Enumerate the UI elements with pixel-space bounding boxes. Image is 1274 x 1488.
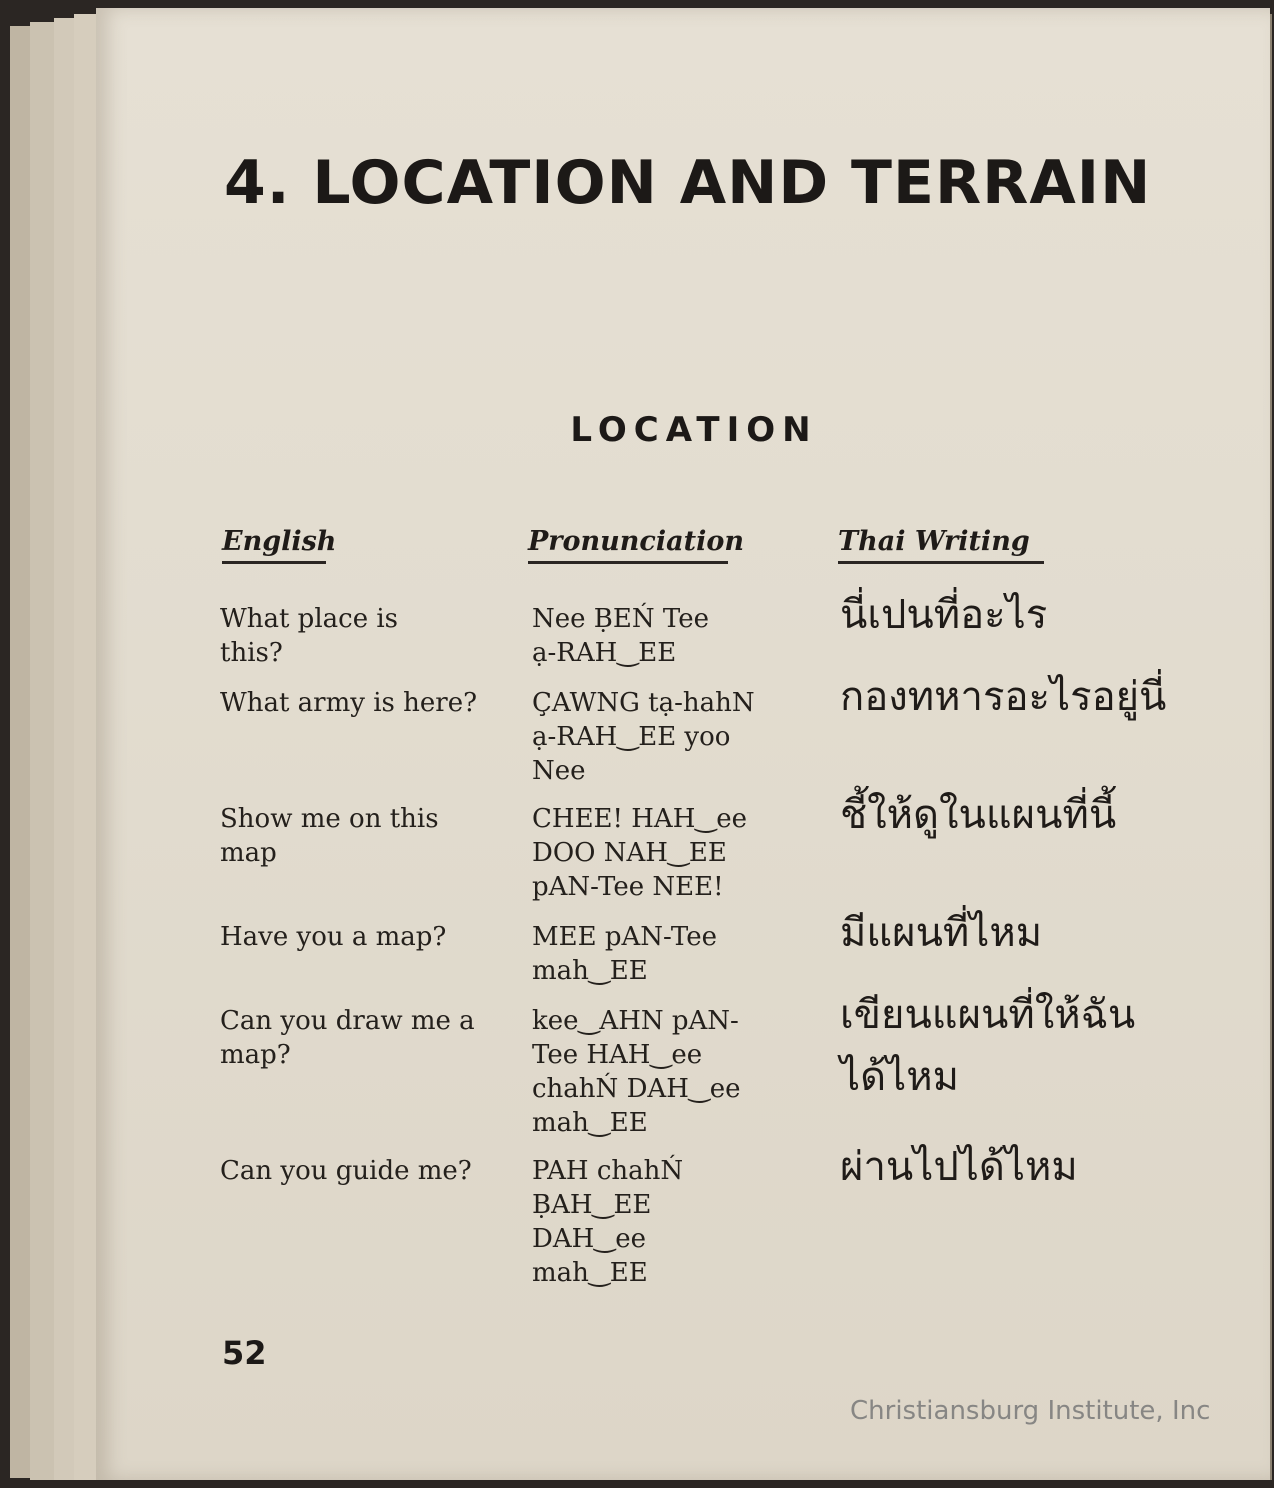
column-header-pronunciation: Pronunciation xyxy=(528,526,728,564)
row-thai: ชี้ให้ดูในแผนที่นี้ xyxy=(840,792,1117,838)
row-pronunciation: MEE pAN-Tee mah‿EE xyxy=(532,922,717,986)
row-pronunciation: CHEE! HAH‿ee DOO NAH‿EE pAN-Tee NEE! xyxy=(532,804,748,902)
row-thai: เขียนแผนที่ให้ฉัน ได้ไหม xyxy=(840,992,1136,1100)
column-header-thai: Thai Writing xyxy=(838,526,1044,564)
watermark-credit: Christiansburg Institute, Inc xyxy=(850,1396,1211,1426)
row-english: What place is this? xyxy=(220,604,399,668)
row-english: Can you draw me a map? xyxy=(220,1006,475,1070)
row-english: Have you a map? xyxy=(220,922,447,952)
row-english: Show me on this map xyxy=(220,804,439,868)
row-english: What army is here? xyxy=(220,688,478,718)
row-thai: มีแผนที่ไหม xyxy=(840,910,1043,956)
page-number: 52 xyxy=(222,1334,267,1372)
row-pronunciation: Nee ḄEŃ Tee ạ-RAH‿EE xyxy=(532,604,709,668)
row-english: Can you guide me? xyxy=(220,1156,472,1186)
chapter-title: 4. LOCATION AND TERRAIN xyxy=(224,148,1152,218)
row-pronunciation: ÇAWNG tạ-hahN ạ-RAH‿EE yoo Nee xyxy=(532,688,755,786)
row-thai: กองทหารอะไรอยู่นี่ xyxy=(840,674,1167,720)
row-thai: นี่เปนที่อะไร xyxy=(840,592,1048,638)
row-pronunciation: PAH chahŃ ḄAH‿EE DAH‿ee mah‿EE xyxy=(532,1156,684,1288)
row-pronunciation: kee‿AHN pAN- Tee HAH‿ee chahŃ DAH‿ee mah‿EE xyxy=(532,1006,741,1138)
column-header-english: English xyxy=(222,526,326,564)
section-heading: LOCATION xyxy=(570,410,818,450)
row-thai: ผ่านไปได้ไหม xyxy=(840,1144,1078,1190)
